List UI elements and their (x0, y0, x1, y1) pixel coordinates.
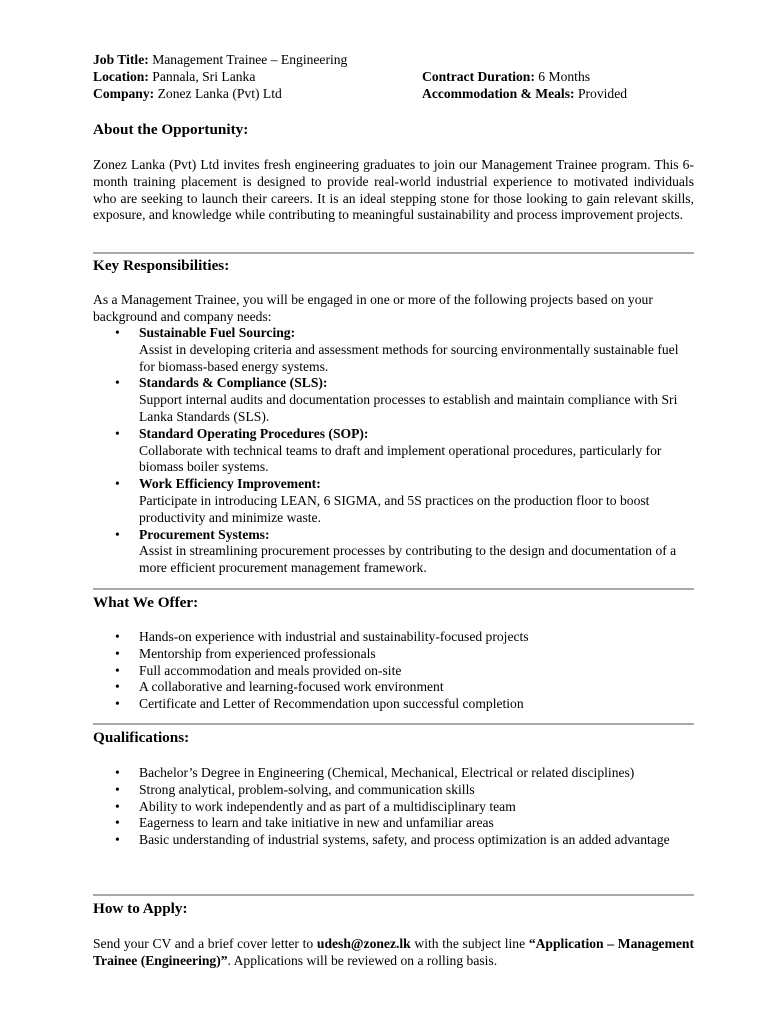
list-item (93, 476, 694, 526)
responsibility-title: Work Efficiency Improvement: (139, 476, 321, 492)
bullet-icon: • (115, 781, 120, 797)
list-item (93, 646, 694, 663)
list-item (93, 832, 694, 849)
offer-item-text: Certificate and Letter of Recommendation upon successful completion (139, 696, 524, 712)
apply-paragraph (93, 936, 694, 970)
list-item (93, 799, 694, 816)
company-line (93, 86, 282, 103)
bullet-icon: • (115, 832, 120, 848)
location-value: Pannala, Sri Lanka (152, 69, 256, 84)
responsibilities-list (93, 325, 694, 577)
responsibilities-heading: Key Responsibilities: (93, 257, 230, 274)
responsibility-description: Assist in streamlining procurement processes by contributing to the design and documentation of a more efficient procurement management framework. (139, 543, 677, 576)
qualification-item-text: Strong analytical, problem-solving, and communication skills (139, 781, 475, 797)
offer-item-text: A collaborative and learning-focused work environment (139, 679, 444, 695)
location-line (93, 69, 255, 86)
contract-label: Contract Duration: (422, 69, 535, 84)
qualification-item-text: Ability to work independently and as part of a multidisciplinary team (139, 798, 516, 814)
apply-text-after: . Applications will be reviewed on a rolling basis. (227, 952, 498, 968)
section-divider (93, 723, 694, 725)
qualifications-heading: Qualifications: (93, 729, 190, 746)
qualification-item-text: Bachelor’s Degree in Engineering (Chemical, Mechanical, Electrical or related disciplines) (139, 765, 635, 780)
bullet-icon: • (115, 696, 120, 712)
offer-list (93, 629, 694, 713)
section-divider (93, 894, 694, 896)
bullet-icon: • (115, 526, 120, 542)
bullet-icon: • (115, 798, 120, 814)
responsibilities-intro: As a Management Trainee, you will be engaged in one or more of the following projects based on your background and company needs: (93, 292, 653, 324)
section-divider (93, 252, 694, 254)
apply-heading: How to Apply: (93, 900, 188, 917)
company-label: Company: (93, 86, 155, 101)
bullet-icon: • (115, 325, 120, 340)
location-label: Location: (93, 69, 149, 84)
job-title-value: Management Trainee – Engineering (152, 52, 348, 67)
bullet-icon: • (115, 645, 120, 661)
bullet-icon: • (115, 375, 120, 391)
accommodation-value: Provided (577, 86, 628, 101)
bullet-icon: • (115, 629, 120, 644)
apply-text-middle: with the subject line (410, 936, 529, 951)
about-heading: About the Opportunity: (93, 121, 249, 138)
bullet-icon: • (115, 679, 120, 695)
bullet-icon: • (115, 425, 120, 441)
qualification-item-text: Basic understanding of industrial systems, safety, and process optimization is an added advantage (139, 832, 670, 848)
responsibility-description: Collaborate with technical teams to draft and implement operational procedures, particularly for biomass boiler systems. (139, 442, 662, 475)
list-item (93, 782, 694, 799)
apply-text-before: Send your CV and a brief cover letter to (93, 936, 317, 951)
responsibility-title: Standard Operating Procedures (SOP): (139, 425, 369, 441)
list-item (93, 426, 694, 476)
bullet-icon: • (115, 765, 120, 780)
list-item (93, 696, 694, 713)
accommodation-label: Accommodation & Meals: (422, 86, 575, 101)
offer-heading: What We Offer: (93, 594, 199, 611)
qualifications-list (93, 765, 694, 849)
responsibility-title: Sustainable Fuel Sourcing: (139, 325, 296, 340)
qualification-item-text: Eagerness to learn and take initiative in new and unfamiliar areas (139, 815, 494, 831)
list-item (93, 629, 694, 646)
job-title-label: Job Title: (93, 52, 149, 67)
offer-item-text: Mentorship from experienced professionals (139, 645, 376, 661)
list-item (93, 527, 694, 577)
responsibility-title: Standards & Compliance (SLS): (139, 375, 328, 391)
job-title-line (93, 52, 347, 69)
company-value: Zonez Lanka (Pvt) Ltd (157, 86, 282, 101)
accommodation-line (422, 86, 627, 103)
offer-item-text: Hands-on experience with industrial and sustainability-focused projects (139, 629, 529, 644)
bullet-icon: • (115, 476, 120, 492)
list-item (93, 679, 694, 696)
responsibility-description: Support internal audits and documentation processes to establish and maintain compliance with Sri Lanka Standards (SLS). (139, 392, 678, 424)
list-item (93, 815, 694, 832)
about-paragraph: Zonez Lanka (Pvt) Ltd invites fresh engineering graduates to join our Management Trainee program. This 6-month training placement is designed to provide real-world industrial experience to motivated individuals who are seeking to launch their careers. It is an ideal stepping stone for those looking to gain relevant skills, exposure, and knowledge while contributing to meaningful sustainability and process improvement projects. (93, 157, 694, 223)
responsibility-title: Procurement Systems: (139, 526, 270, 542)
offer-item-text: Full accommodation and meals provided on-site (139, 662, 402, 678)
apply-subject: “Application – Management Trainee (Engineering)” (93, 936, 695, 968)
contract-line (422, 69, 590, 86)
bullet-icon: • (115, 815, 120, 831)
list-item (93, 375, 694, 425)
bullet-icon: • (115, 662, 120, 678)
section-divider (93, 588, 694, 590)
responsibility-description: Participate in introducing LEAN, 6 SIGMA, and 5S practices on the production floor to boost productivity and minimize waste. (139, 492, 650, 525)
apply-email: udesh@zonez.lk (316, 936, 411, 951)
list-item (93, 765, 694, 782)
list-item (93, 663, 694, 680)
responsibility-description: Assist in developing criteria and assessment methods for sourcing environmentally sustainable fuel for biomass-based energy systems. (139, 341, 679, 374)
contract-value: 6 Months (538, 69, 591, 84)
list-item (93, 325, 694, 375)
